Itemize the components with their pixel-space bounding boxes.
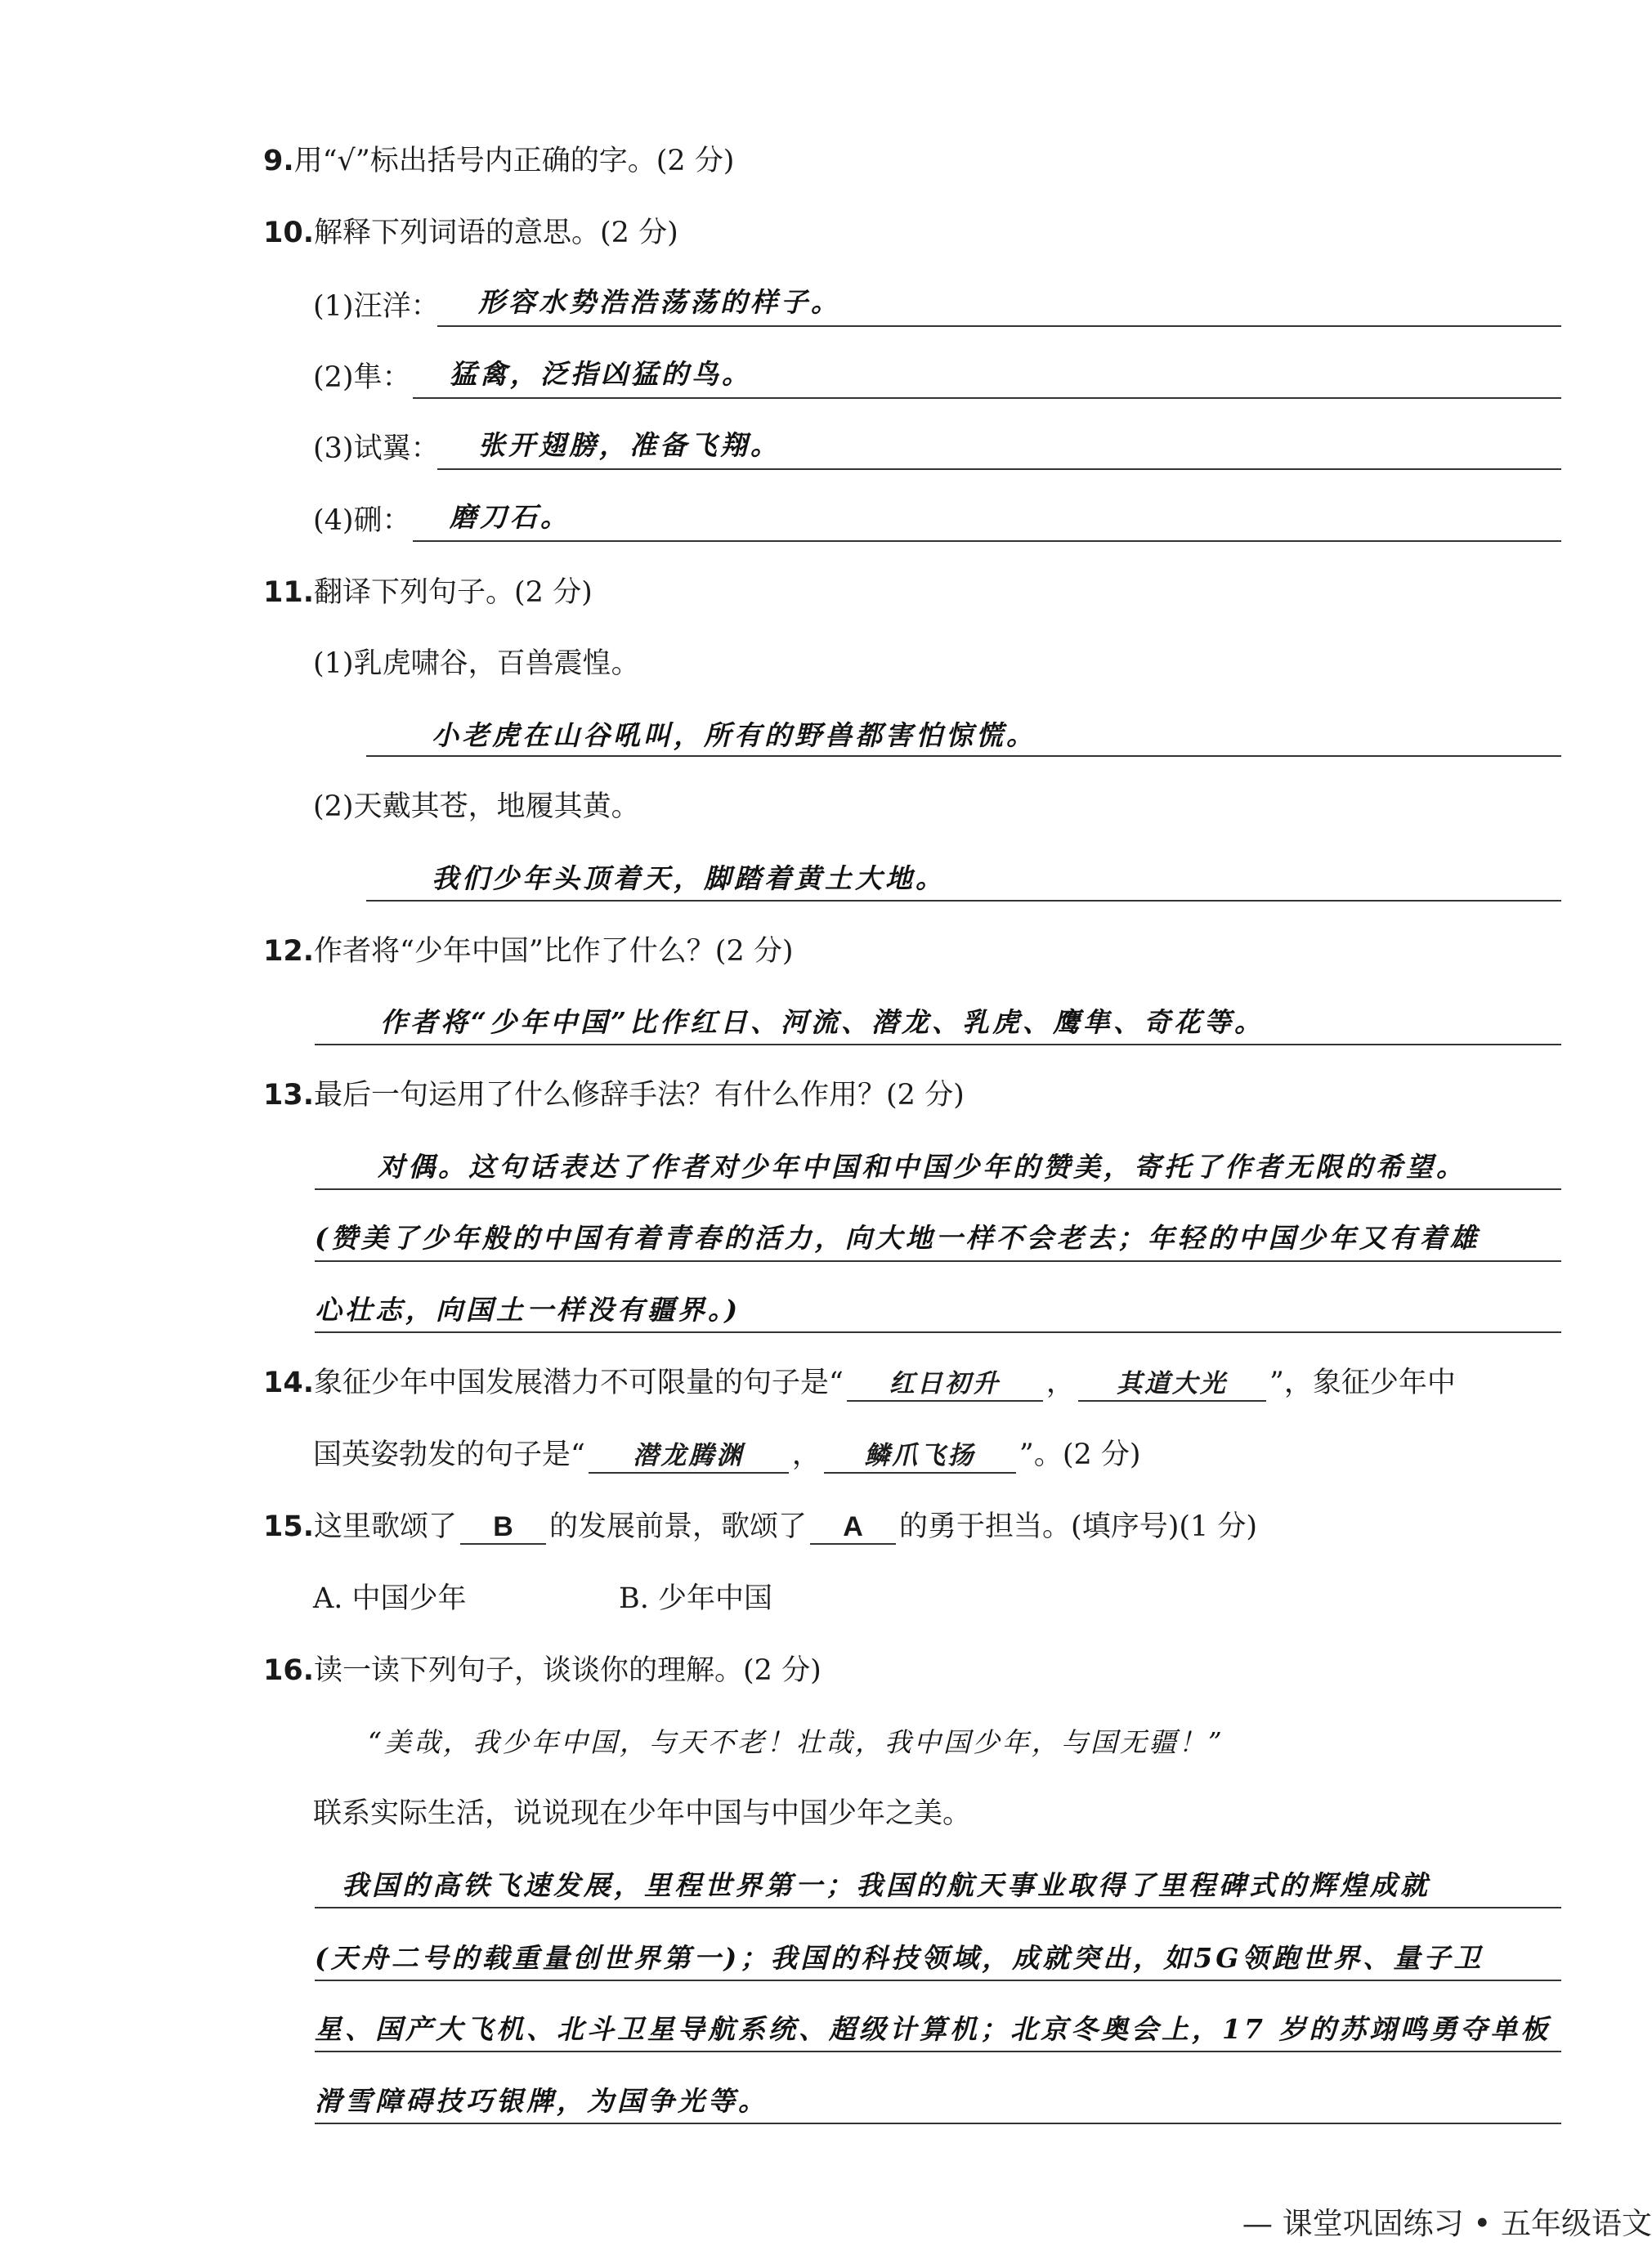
question-number: 13. xyxy=(263,1079,315,1112)
question-text: 读一读下列句子，谈谈你的理解。(2 分) xyxy=(314,1654,822,1687)
question-text: 解释下列词语的意思。(2 分) xyxy=(314,217,678,249)
question-text: 翻译下列句子。(2 分) xyxy=(314,576,593,609)
q16-quote: “美哉，我少年中国，与天不老！壮哉，我中国少年，与国无疆！” xyxy=(368,1726,1224,1758)
question-16 xyxy=(263,1653,822,1689)
q16-answer-line-2: (天舟二号的载重量创世界第一)；我国的科技领域，成就突出，如5G领跑世界、量子卫 xyxy=(315,1942,1484,1974)
question-number: 14. xyxy=(263,1367,315,1399)
question-10 xyxy=(263,215,678,251)
fill-blank-1: 红日初升 xyxy=(847,1367,1043,1402)
question-number: 12. xyxy=(263,935,315,968)
fill-blank-2: 其道大光 xyxy=(1078,1367,1266,1402)
q11-item-2-label: (2)天戴其苍，地履其黄。 xyxy=(313,790,640,823)
fill-blank-4: 鳞爪飞扬 xyxy=(824,1438,1016,1474)
question-14-line-1 xyxy=(263,1365,1456,1402)
answer-underline xyxy=(366,898,1561,902)
answer-underline xyxy=(437,324,1561,327)
q10-item-3-label: (3)试翼： xyxy=(313,432,440,465)
question-14-line-2 xyxy=(313,1437,1141,1474)
answer-underline xyxy=(437,467,1561,470)
q15-option-b: B. 少年中国 xyxy=(619,1582,772,1615)
question-number: 15. xyxy=(263,1510,315,1543)
q16-prompt: 联系实际生活，说说现在少年中国与中国少年之美。 xyxy=(313,1797,972,1830)
q15-text-part-2: 的发展前景，歌颂了 xyxy=(549,1510,808,1543)
q10-item-4-label: (4)硎： xyxy=(313,504,411,537)
question-15 xyxy=(263,1509,1257,1545)
answer-underline xyxy=(413,396,1561,399)
question-number: 16. xyxy=(263,1654,315,1687)
q10-item-4-answer: 磨刀石。 xyxy=(450,501,571,533)
page-footer: — 课堂巩固练习 • 五年级语文 xyxy=(1242,2206,1652,2241)
q13-answer-line-1: 对偶。这句话表达了作者对少年中国和中国少年的赞美，寄托了作者无限的希望。 xyxy=(378,1151,1466,1183)
q11-item-1-label: (1)乳虎啸谷，百兽震惶。 xyxy=(313,647,640,680)
question-text: 最后一句运用了什么修辞手法？有什么作用？(2 分) xyxy=(314,1079,965,1112)
question-13 xyxy=(263,1077,965,1113)
question-text: 用“√”标出括号内正确的字。(2 分) xyxy=(293,145,735,177)
q15-text-part-3: 的勇于担当。(填序号)(1 分) xyxy=(899,1510,1258,1543)
q13-answer-line-3: 心壮志，向国土一样没有疆界。) xyxy=(315,1294,741,1326)
q15-option-a: A. 中国少年 xyxy=(313,1582,467,1615)
question-number: 11. xyxy=(263,576,315,609)
answer-underline xyxy=(315,1905,1561,1908)
answer-underline xyxy=(366,754,1561,757)
question-text: 作者将“少年中国”比作了什么？(2 分) xyxy=(314,935,794,968)
q15-text-part-1: 这里歌颂了 xyxy=(314,1510,458,1543)
q14-text-part-4: ”。(2 分) xyxy=(1019,1438,1141,1471)
q14-text-part-3: 国英姿勃发的句子是“ xyxy=(313,1438,585,1471)
answer-underline xyxy=(315,1042,1561,1045)
q10-item-1-answer: 形容水势浩浩荡荡的样子。 xyxy=(478,286,841,318)
q14-text-part-2: ”，象征少年中 xyxy=(1269,1367,1456,1399)
q12-answer: 作者将“少年中国”比作红日、河流、潜龙、乳虎、鹰隼、奇花等。 xyxy=(380,1006,1265,1038)
q10-item-2-answer: 猛禽，泛指凶猛的鸟。 xyxy=(450,358,752,390)
answer-underline xyxy=(315,2049,1561,2052)
question-9 xyxy=(263,143,734,179)
q11-item-1-answer: 小老虎在山谷吼叫，所有的野兽都害怕惊慌。 xyxy=(432,719,1036,751)
fill-blank-3: 潜龙腾渊 xyxy=(589,1438,789,1474)
q14-text-part-1: 象征少年中国发展潜力不可限量的句子是“ xyxy=(314,1367,844,1399)
answer-underline xyxy=(315,1187,1561,1190)
q16-answer-line-3: 星、国产大飞机、北斗卫星导航系统、超级计算机；北京冬奥会上，17 岁的苏翊鸣勇夺单板 xyxy=(315,2013,1551,2045)
q14-separator-1: ， xyxy=(1045,1367,1075,1399)
answer-underline xyxy=(315,1978,1561,1981)
question-number: 9. xyxy=(263,145,294,177)
q11-item-2-answer: 我们少年头顶着天，脚踏着黄土大地。 xyxy=(432,862,946,894)
q16-answer-line-1: 我国的高铁飞速发展，里程世界第一；我国的航天事业取得了里程碑式的辉煌成就 xyxy=(342,1869,1430,1901)
answer-underline xyxy=(315,1330,1561,1333)
q16-answer-line-4: 滑雪障碍技巧银牌，为国争光等。 xyxy=(315,2085,768,2117)
answer-underline xyxy=(413,539,1561,542)
question-11 xyxy=(263,575,593,611)
q10-item-1-label: (1)汪洋： xyxy=(313,290,440,323)
q13-answer-line-2: (赞美了少年般的中国有着青春的活力，向大地一样不会老去；年轻的中国少年又有着雄 xyxy=(315,1222,1480,1254)
question-12 xyxy=(263,933,794,969)
q10-item-3-answer: 张开翅膀，准备飞翔。 xyxy=(478,429,781,461)
q10-item-2-label: (2)隼： xyxy=(313,361,411,394)
answer-underline xyxy=(315,2121,1561,2124)
question-number: 10. xyxy=(263,217,315,249)
q14-separator-2: ， xyxy=(791,1438,821,1471)
fill-blank-a: A xyxy=(810,1510,896,1545)
fill-blank-b: B xyxy=(460,1510,546,1545)
answer-underline xyxy=(315,1259,1561,1262)
